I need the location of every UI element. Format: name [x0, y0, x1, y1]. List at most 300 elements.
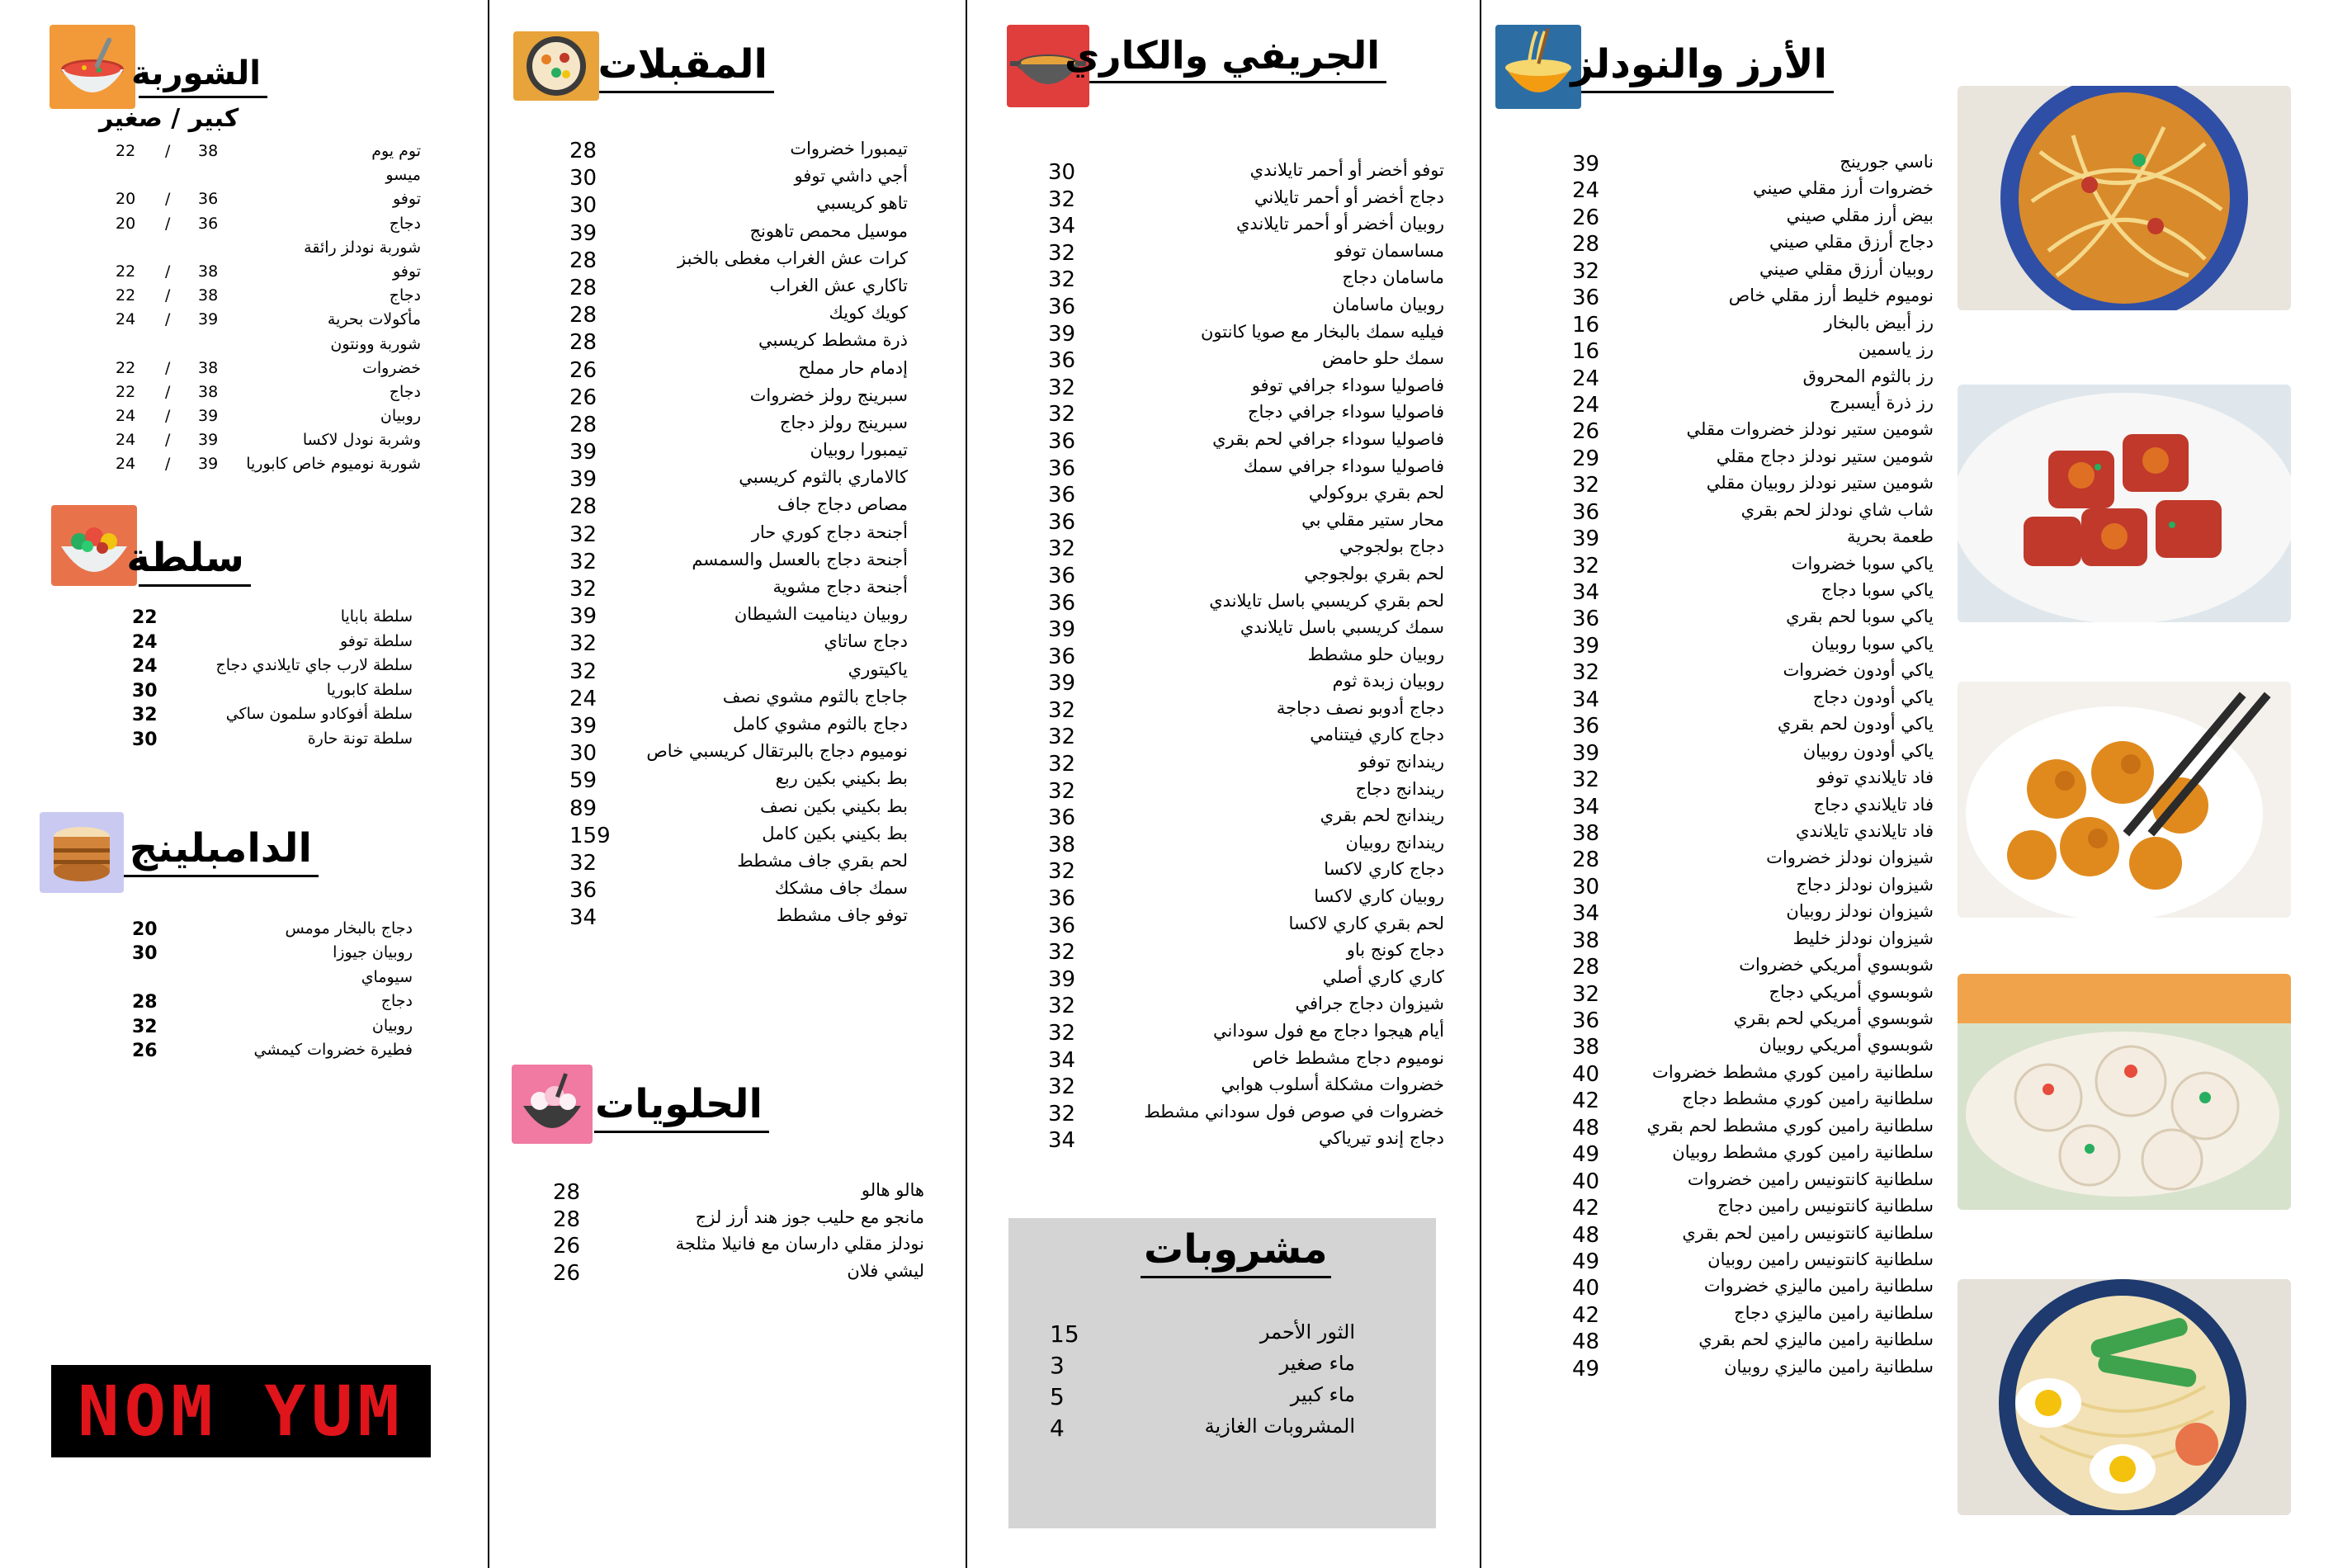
item-name: سمك حلو حامض	[1322, 348, 1444, 369]
list-item	[569, 687, 908, 714]
item-name: سمك جاف مشكك	[774, 878, 908, 899]
item-name: أيام هيجوا دجاج مع فول سوداني	[1213, 1021, 1444, 1041]
list-item	[569, 248, 908, 276]
item-name: مانجو مع حليب جوز هند أرز لزج	[695, 1207, 924, 1227]
price-small: 22	[116, 142, 136, 160]
list-item	[1048, 1048, 1444, 1075]
list-item	[1048, 214, 1444, 241]
item-price: 28	[132, 992, 158, 1013]
item-name: رز ذرة أيسبرج	[1829, 392, 1934, 413]
item-name: كالاماري بالثوم كريسبي	[739, 467, 908, 488]
item-name: سلطة كابوريا	[326, 680, 413, 699]
item-price: 32	[1572, 767, 1600, 793]
list-item	[132, 730, 413, 754]
item-name: ميسو	[385, 166, 421, 185]
price-small: 20	[116, 190, 136, 209]
list-item	[1572, 928, 1934, 955]
item-name: ريندانج لحم بقري	[1320, 805, 1444, 826]
item-price: 30	[1048, 160, 1076, 185]
item-price: 28	[1572, 848, 1600, 873]
item-name: ياكي أودون لحم بقري	[1777, 714, 1934, 734]
list-item	[116, 262, 421, 286]
list-item	[1048, 348, 1444, 375]
item-price: 39	[1572, 633, 1600, 659]
list-item	[1048, 805, 1444, 833]
item-price: 30	[569, 193, 597, 219]
item-name: روبيان جيوزا	[333, 943, 413, 962]
list-item	[1048, 1102, 1444, 1129]
list-item	[1572, 500, 1934, 527]
item-price: 28	[553, 1180, 581, 1205]
price-large: 38	[198, 382, 219, 401]
item-price: 36	[1048, 644, 1076, 669]
item-name: ياكي سوبا خضروات	[1791, 553, 1934, 574]
list-item	[116, 359, 421, 383]
list-item	[1048, 456, 1444, 484]
list-item	[569, 577, 908, 604]
item-name: شوربة نودلز رائقة	[304, 238, 421, 257]
item-price: 32	[1048, 697, 1076, 723]
item-name: روبيان حلو مشطط	[1307, 644, 1444, 664]
price-small: 24	[116, 407, 136, 426]
item-name: روبيان أرزق مقلي صيني	[1759, 258, 1934, 279]
item-name: ياكي سوبا دجاج	[1821, 580, 1934, 600]
list-item	[132, 1017, 413, 1041]
price-sep: /	[165, 286, 171, 305]
list-item	[569, 768, 908, 796]
item-price: 15	[1050, 1320, 1079, 1348]
item-price: 36	[1048, 428, 1076, 454]
item-name: فيليه سمك بالبخار مع صويا كانتون	[1200, 321, 1444, 342]
list-item	[1048, 940, 1444, 967]
item-price: 30	[569, 166, 597, 191]
price-sep: /	[165, 310, 171, 329]
list-item	[1572, 313, 1934, 339]
item-price: 34	[1048, 214, 1076, 239]
item-price: 36	[1048, 563, 1076, 588]
item-name: دجاج بالبخار مومس	[285, 919, 413, 937]
item-name: سلطانية رامين كوري مشطط روبيان	[1672, 1142, 1934, 1163]
item-name: دجاج كونج باو	[1346, 940, 1444, 961]
price-large: 36	[198, 214, 219, 233]
price-sep: /	[165, 142, 171, 160]
item-name: لحم بقري كاري لاكسا	[1288, 913, 1444, 933]
item-name: سلطانية كانتونيس رامين روبيان	[1707, 1249, 1934, 1269]
list-item	[1572, 767, 1934, 794]
dumplings-list	[132, 919, 413, 1065]
list-item	[1048, 886, 1444, 914]
item-name: خضروات في صوص فول سوداني مشطط	[1144, 1101, 1444, 1122]
item-price: 49	[1572, 1142, 1600, 1168]
photo-spicy-tofu	[1958, 385, 2291, 622]
item-price: 22	[132, 607, 158, 628]
list-item	[1572, 741, 1934, 767]
list-item	[569, 631, 908, 659]
item-name: سلطانية رامين كوري مشطط خضروات	[1652, 1061, 1934, 1082]
item-price: 24	[1572, 178, 1600, 204]
list-item	[1572, 714, 1934, 740]
list-item	[1572, 527, 1934, 553]
item-name: لحم بقري كريسبي باسل تايلاندي	[1209, 590, 1444, 611]
item-price: 32	[1572, 553, 1600, 579]
price-sep: /	[165, 358, 171, 377]
list-item	[569, 413, 908, 440]
list-item	[1572, 1329, 1934, 1356]
price-sep: /	[165, 190, 171, 209]
list-item	[1572, 419, 1934, 446]
item-name: ذرة مشطط كريسبي	[758, 330, 908, 351]
item-price: 48	[1572, 1329, 1600, 1355]
item-name: مصاص دجاج جاف	[777, 494, 908, 515]
list-item	[569, 385, 908, 413]
item-price: 28	[569, 330, 597, 356]
item-name: روبيان ديناميت الشيطان	[734, 604, 908, 625]
price-large: 38	[198, 286, 219, 305]
item-name: فاد تايلاندي دجاج	[1813, 794, 1934, 815]
item-name: سلطة لارب جاي تايلاندي دجاج	[215, 656, 413, 675]
item-name: كويك كويك	[829, 303, 908, 324]
photo-ramen	[1958, 1279, 2291, 1515]
list-item	[132, 943, 413, 967]
price-large: 39	[198, 407, 219, 426]
list-item	[569, 851, 908, 878]
list-item	[1572, 607, 1934, 633]
price-small: 22	[116, 358, 136, 377]
item-price: 34	[1572, 794, 1600, 819]
item-price: 34	[1048, 1047, 1076, 1073]
list-item	[1572, 366, 1934, 393]
soup-list	[116, 142, 421, 479]
list-item	[569, 440, 908, 467]
item-price: 34	[569, 905, 597, 931]
item-price: 24	[1572, 366, 1600, 391]
item-price: 32	[1048, 725, 1076, 750]
price-small: 24	[116, 431, 136, 450]
list-item	[1050, 1320, 1355, 1352]
item-price: 36	[1572, 286, 1600, 311]
item-price: 39	[569, 467, 597, 493]
list-item	[132, 1041, 413, 1065]
item-name: ياكي سوبا روبيان	[1811, 633, 1934, 654]
item-name: فاصوليا سوداء جرافي دجاج	[1247, 402, 1444, 423]
list-item	[1572, 875, 1934, 901]
item-price: 36	[1048, 886, 1076, 912]
list-item	[132, 968, 413, 992]
list-item	[1048, 725, 1444, 752]
price-sep: /	[165, 262, 171, 281]
item-name: شومين ستير نودلز روبيان مقلي	[1706, 473, 1934, 494]
list-item	[1048, 859, 1444, 886]
price-sep: /	[165, 407, 171, 426]
list-item	[1572, 232, 1934, 258]
list-item	[1572, 901, 1934, 928]
item-price: 39	[1572, 527, 1600, 552]
item-price: 32	[1048, 375, 1076, 400]
dessert-bowl-icon	[512, 1065, 593, 1144]
item-name: سلطانية رامين ماليزي خضروات	[1703, 1276, 1934, 1296]
item-name: سمك كريسبي باسل تايلاندي	[1240, 617, 1444, 638]
list-item	[1572, 446, 1934, 473]
column-divider-3	[1480, 0, 1481, 1568]
item-price: 30	[132, 729, 158, 750]
item-price: 39	[1048, 966, 1076, 992]
list-item	[569, 303, 908, 330]
item-name: جاجاج بالثوم مشوي نصف	[722, 686, 908, 706]
item-name: سلطة توفو	[339, 631, 413, 650]
item-price: 39	[569, 220, 597, 246]
price-large: 38	[198, 262, 219, 281]
list-item	[1572, 1223, 1934, 1249]
item-name: سبرينج رولز خضروات	[749, 385, 908, 405]
item-price: 34	[1572, 901, 1600, 927]
item-price: 32	[1048, 859, 1076, 885]
item-name: سلطانية رامين ماليزي دجاج	[1734, 1302, 1934, 1323]
item-price: 20	[132, 919, 158, 940]
appetizers-list	[569, 139, 908, 933]
list-item	[1048, 1128, 1444, 1155]
list-item	[553, 1234, 924, 1261]
item-price: 89	[569, 796, 597, 821]
item-name: شيزوان نودلز روبيان	[1786, 901, 1934, 922]
list-item	[569, 659, 908, 687]
list-item	[1050, 1383, 1355, 1415]
item-price: 36	[1572, 714, 1600, 739]
list-item	[1572, 1142, 1934, 1169]
item-name: محار ستير مقلي بي	[1301, 509, 1444, 530]
item-price: 39	[569, 604, 597, 630]
item-price: 29	[1572, 446, 1600, 471]
list-item	[1048, 645, 1444, 672]
item-name: شوربة وونتون	[330, 334, 421, 353]
item-name: سلطة بابايا	[340, 607, 413, 626]
item-name: كرات عش الغراب مغطى بالخبز	[678, 248, 908, 268]
item-price: 28	[1572, 955, 1600, 980]
item-name: شومين ستير نودلز خضروات مقلي	[1686, 419, 1934, 440]
item-name: رز بالثوم المحروق	[1802, 366, 1934, 386]
item-name: سلطة أفوكادو سلمون ساكي	[225, 705, 413, 724]
item-price: 24	[132, 631, 158, 653]
item-price: 32	[132, 705, 158, 726]
item-price: 49	[1572, 1249, 1600, 1274]
item-price: 32	[1048, 1074, 1076, 1100]
item-name: سيوماي	[361, 967, 413, 986]
item-name: تاكاري عش الغراب	[769, 275, 908, 295]
item-price: 32	[569, 522, 597, 547]
item-price: 32	[1572, 660, 1600, 686]
item-name: توفو	[392, 262, 421, 281]
list-item	[132, 992, 413, 1016]
list-item	[1572, 1276, 1934, 1302]
item-price: 32	[569, 850, 597, 876]
list-item	[1050, 1352, 1355, 1383]
item-price: 59	[569, 768, 597, 794]
list-item	[1572, 393, 1934, 419]
item-name: ياكي أودون خضروات	[1783, 660, 1934, 681]
item-name: لحم بقري بولجوجي	[1304, 563, 1444, 583]
item-price: 30	[132, 943, 158, 965]
item-name: المشروبات الغازية	[1204, 1415, 1355, 1438]
list-item	[1048, 617, 1444, 645]
item-name: سلطانية كانتونيس رامين لحم بقري	[1682, 1222, 1934, 1243]
drinks-box	[1008, 1218, 1436, 1528]
item-price: 32	[1048, 1021, 1076, 1046]
item-price: 30	[1572, 874, 1600, 900]
list-item	[1572, 795, 1934, 821]
item-price: 48	[1572, 1115, 1600, 1141]
item-name: روبيان كاري لاكسا	[1314, 886, 1444, 907]
item-name: شيزوان دجاج جرافي	[1295, 994, 1444, 1014]
list-item	[116, 190, 421, 214]
item-price: 32	[1572, 258, 1600, 284]
list-item	[1572, 580, 1934, 607]
item-price: 34	[1572, 580, 1600, 605]
item-name: ياكي أودون روبيان	[1802, 740, 1934, 761]
list-item	[1048, 187, 1444, 215]
rice-noodles-section-title: الأرز والنودلز	[1581, 41, 1834, 93]
list-item	[132, 656, 413, 681]
item-name: سلطانية رامين كوري مشطط دجاج	[1682, 1089, 1934, 1109]
item-price: 26	[132, 1040, 158, 1061]
item-price: 39	[1048, 617, 1076, 643]
dumpling-steamer-icon	[40, 812, 124, 893]
item-name: سلطانية رامين ماليزي روبيان	[1724, 1356, 1934, 1377]
list-item	[116, 455, 421, 479]
item-name: دجاج بالثوم مشوي كامل	[733, 713, 908, 734]
item-name: سلطة تونة حارة	[307, 729, 413, 748]
photo-orange-chicken	[1958, 682, 2291, 918]
list-item	[1048, 429, 1444, 456]
item-name: أجنحة دجاج مشوية	[772, 577, 908, 597]
list-item	[1572, 1062, 1934, 1089]
list-item	[1048, 510, 1444, 537]
item-price: 24	[569, 686, 597, 711]
list-item	[1572, 178, 1934, 205]
list-item	[1048, 591, 1444, 618]
list-item	[1048, 322, 1444, 349]
item-price: 32	[1048, 1101, 1076, 1126]
item-name: شيزوان نودلز دجاج	[1796, 874, 1934, 895]
list-item	[569, 878, 908, 905]
item-price: 26	[1572, 205, 1600, 230]
curry-list	[1048, 160, 1444, 1155]
list-item	[1572, 955, 1934, 981]
item-name: ماسامان دجاج	[1342, 267, 1444, 288]
list-item	[1048, 295, 1444, 322]
item-name: ياكي أودون دجاج	[1812, 687, 1934, 707]
list-item	[569, 494, 908, 522]
item-name: طعمة بحرية	[1846, 527, 1934, 547]
price-sep: /	[165, 214, 171, 233]
list-item	[569, 714, 908, 741]
list-item	[569, 467, 908, 494]
list-item	[1572, 982, 1934, 1008]
item-name: مأكولات بحرية	[327, 310, 421, 329]
item-price: 40	[1572, 1276, 1600, 1301]
item-price: 32	[1048, 940, 1076, 966]
list-item	[1048, 160, 1444, 187]
item-name: ريندانج توفو	[1359, 752, 1444, 772]
item-name: ناسي جورينج	[1840, 152, 1934, 172]
photo-dim-sum	[1958, 974, 2291, 1210]
price-small: 24	[116, 455, 136, 474]
item-name: فاصوليا سوداء جرافي سمك	[1243, 456, 1444, 476]
logo-text: NOM YUM	[77, 1371, 404, 1452]
item-name: شوبسوي أمريكي دجاج	[1769, 981, 1934, 1002]
item-price: 32	[1048, 752, 1076, 777]
list-item	[1572, 1008, 1934, 1035]
item-price: 48	[1572, 1222, 1600, 1248]
list-item	[569, 522, 908, 550]
list-item	[569, 796, 908, 824]
price-small: 20	[116, 214, 136, 233]
item-name: تيمبورا خضروات	[790, 139, 908, 158]
item-name: شاب شاي نودلز لحم بقري	[1740, 499, 1934, 520]
item-price: 32	[569, 659, 597, 684]
item-price: 32	[1048, 267, 1076, 293]
item-name: نوميوم دجاج بالبرتقال كريسبي خاص	[646, 741, 908, 762]
list-item	[1572, 152, 1934, 178]
list-item	[116, 383, 421, 407]
price-large: 39	[198, 431, 219, 450]
list-item	[569, 139, 908, 166]
list-item	[1572, 554, 1934, 580]
price-large: 36	[198, 190, 219, 209]
item-price: 3	[1050, 1352, 1065, 1379]
list-item	[1048, 241, 1444, 268]
item-price: 32	[569, 577, 597, 602]
item-name: رز أبيض بالبخار	[1824, 312, 1934, 333]
item-name: خضروات مشكلة أسلوب هوابي	[1221, 1074, 1444, 1095]
item-price: 32	[569, 549, 597, 574]
item-price: 42	[1572, 1089, 1600, 1114]
list-item	[1048, 914, 1444, 941]
item-name: فطيرة خضروات كيمشي	[253, 1040, 413, 1059]
item-name: توم يوم	[371, 142, 421, 160]
item-name: دجاج كاري لاكسا	[1324, 859, 1444, 880]
item-name: دجاج ساتاي	[824, 631, 908, 652]
item-price: 30	[569, 741, 597, 767]
list-item	[132, 705, 413, 730]
item-price: 39	[1048, 671, 1076, 697]
list-item	[132, 681, 413, 706]
list-item	[1572, 660, 1934, 687]
item-name: ليشي فلان	[847, 1260, 924, 1281]
item-price: 42	[1572, 1196, 1600, 1221]
price-small: 22	[116, 286, 136, 305]
list-item	[1048, 267, 1444, 295]
item-name: ريندانج روبيان	[1345, 832, 1444, 852]
item-price: 32	[1048, 994, 1076, 1019]
item-name: سبرينج رولز دجاج	[779, 412, 908, 432]
item-price: 38	[1572, 1035, 1600, 1060]
item-price: 49	[1572, 1356, 1600, 1381]
list-item	[132, 632, 413, 657]
item-price: 32	[1572, 981, 1600, 1007]
price-small: 22	[116, 382, 136, 401]
item-name: نوميوم خليط أرز مقلي خاص	[1728, 286, 1934, 306]
item-name: سلطانية كانتونيس رامين دجاج	[1717, 1196, 1934, 1216]
item-name: دجاج	[389, 214, 421, 233]
item-name: كاري كاري أصلي	[1322, 966, 1444, 987]
list-item	[116, 239, 421, 262]
item-name: سلطانية كانتونيس رامين خضروات	[1687, 1169, 1934, 1189]
item-name: سلطانية رامين كوري مشطط لحم بقري	[1646, 1115, 1934, 1136]
item-price: 28	[569, 494, 597, 520]
list-item	[1048, 967, 1444, 994]
item-price: 36	[1048, 456, 1076, 481]
item-price: 32	[569, 631, 597, 657]
logo	[51, 1365, 431, 1457]
